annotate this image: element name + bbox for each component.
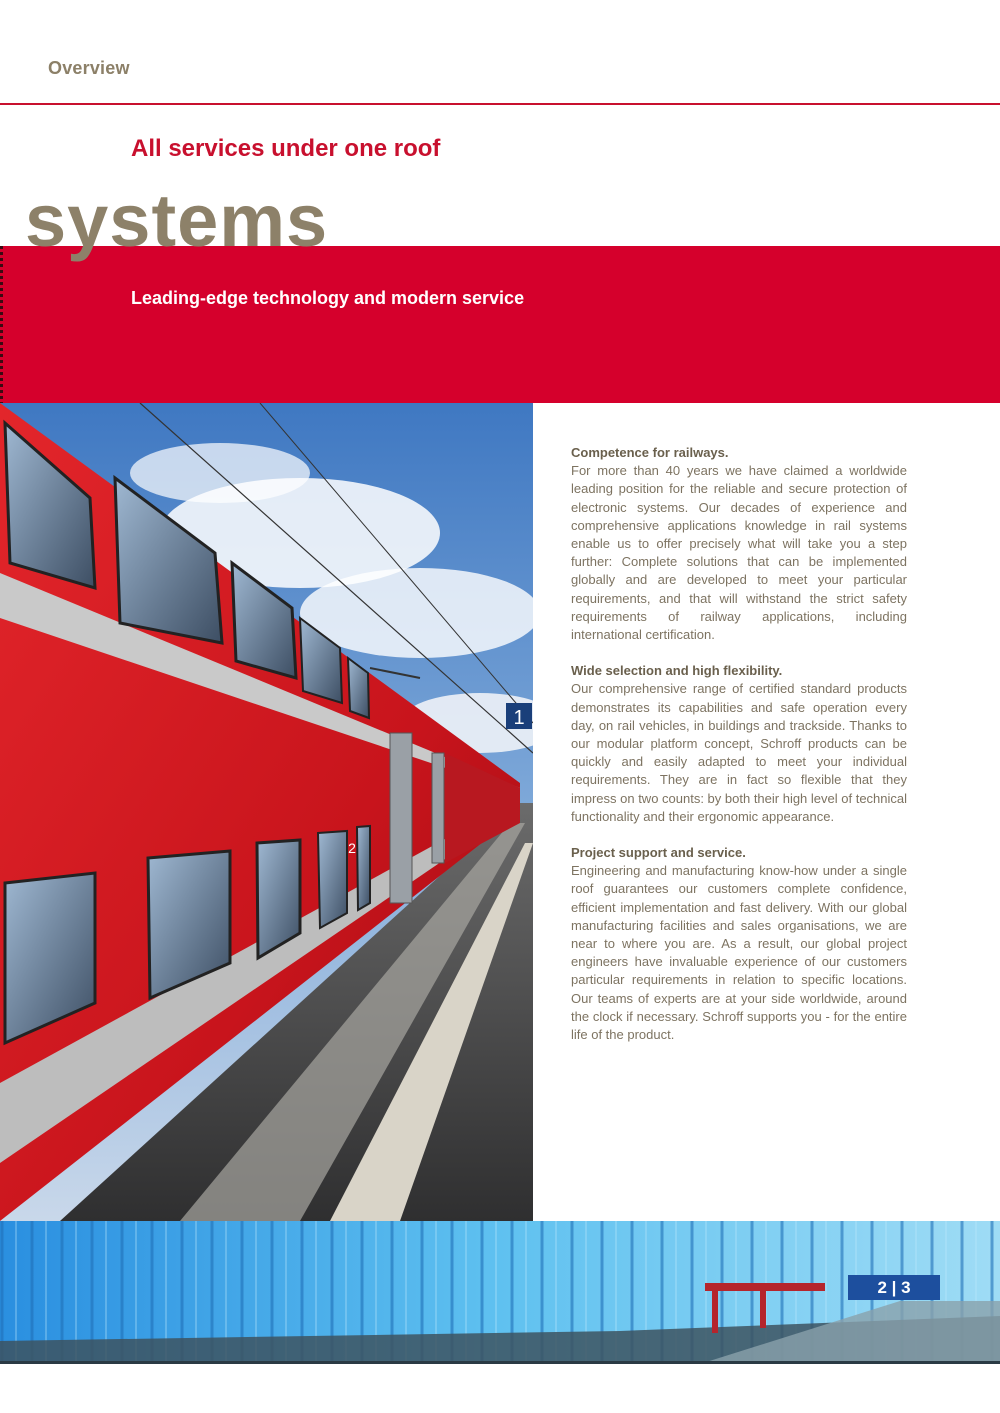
header-divider bbox=[0, 103, 1000, 105]
page-headline: All services under one roof bbox=[131, 135, 441, 162]
body-copy bbox=[571, 444, 907, 1062]
page-subheadline: Leading-edge technology and modern service bbox=[131, 288, 525, 308]
big-title-word: systems bbox=[25, 179, 329, 262]
train-photo bbox=[0, 403, 533, 1221]
car-number: 2 bbox=[348, 840, 356, 856]
section-body-support: Engineering and manufacturing know-how under a single roof guarantees our customers complete confidence, efficient implementation and fast delivery. With our global manufacturing facilities and sales organisations, we are near to where you are. As a result, our global project engineers have invaluable experience of our customers particular requirements in relation to specific locations. Our teams of experts are at your side worldwide, around the clock if necessary. Schroff supports you - for the entire life of the product. bbox=[571, 863, 907, 1043]
section-label: Overview bbox=[48, 58, 130, 78]
banner-edge-stripe bbox=[0, 246, 3, 403]
platform-sign: 1 bbox=[513, 707, 525, 729]
section-heading-selection: Wide selection and high flexibility. bbox=[571, 663, 783, 679]
section-heading-competence: Competence for railways. bbox=[571, 445, 729, 460]
section-body-competence: For more than 40 years we have claimed a worldwide leading position for the reliable and secure protection of electronic systems. Our decades of experience and comprehensive applications knowledge in rail systems enable us to offer precisely what will take you a step further: Complete solutions that can be implemented globally and are developed to meet your particular requirements, and that will withstand the strict safety requirements of railway applications, including international certification. bbox=[571, 463, 907, 643]
section-heading-support: Project support and service. bbox=[571, 845, 746, 861]
section-body-selection: Our comprehensive range of certified standard products demonstrates its capabilities and safe operation every day, on rail vehicles, in buildings and trackside. Thanks to our modular platform concept, Schroff products can be quickly and easily adapted to meet your individual requirements. They are in fact so flexible that they impress on two counts: by both their high level of technical functionality and their ergonomic appearance. bbox=[571, 681, 908, 824]
page-number-tab: 2 | 3 bbox=[848, 1275, 940, 1300]
red-banner bbox=[0, 246, 1000, 403]
